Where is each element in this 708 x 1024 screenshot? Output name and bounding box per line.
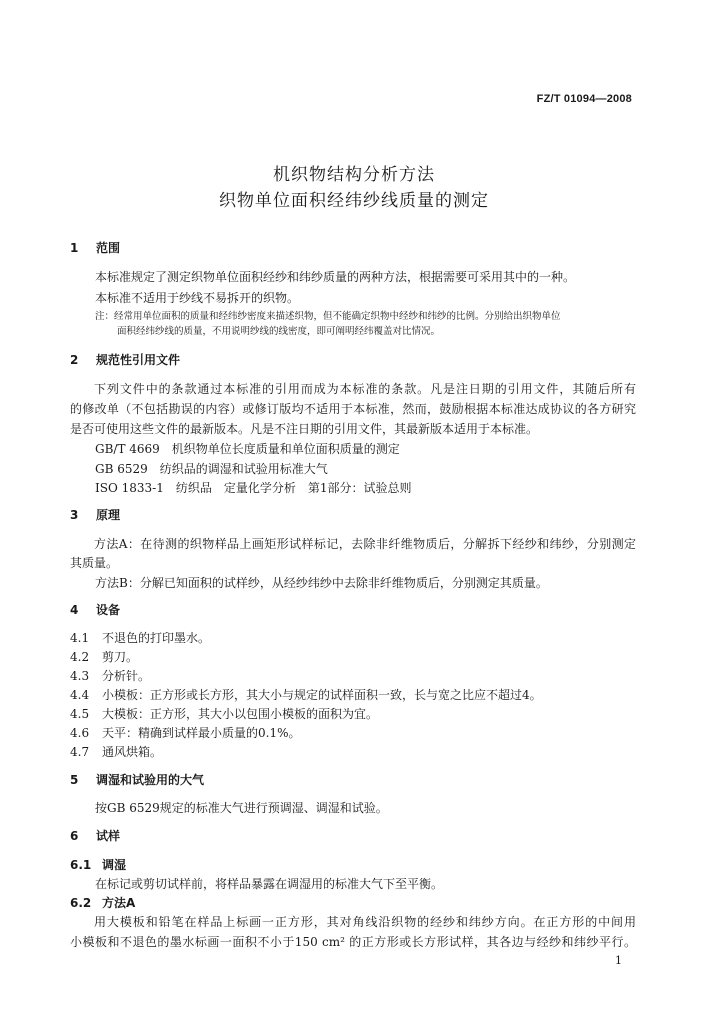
item-text: 分析针。 bbox=[102, 669, 151, 683]
subsection-number: 6.2 bbox=[70, 896, 92, 910]
list-item bbox=[70, 688, 542, 702]
note-text: 面积经纬纱线的质量，不用说明纱线的线密度，即可阐明经纬覆盖对比情况。 bbox=[117, 326, 441, 337]
section-title: 调湿和试验用的大气 bbox=[96, 773, 205, 787]
section-number: 5 bbox=[70, 773, 79, 787]
list-item bbox=[70, 745, 162, 759]
item-number: 4.7 bbox=[70, 745, 90, 759]
section-title: 范围 bbox=[96, 241, 121, 255]
item-number: 4.3 bbox=[70, 669, 90, 683]
item-number: 4.2 bbox=[70, 650, 90, 664]
item-text: 不退色的打印墨水。 bbox=[102, 631, 211, 645]
subsection-number: 6.1 bbox=[70, 858, 92, 872]
section-title: 试样 bbox=[96, 829, 121, 843]
item-text: 小模板：正方形或长方形，其大小与规定的试样面积一致，长与宽之比应不超过4。 bbox=[102, 688, 542, 702]
subsection-6-1-heading bbox=[70, 858, 126, 872]
section-number: 6 bbox=[70, 829, 79, 843]
standard-number: FZ/T 01094—2008 bbox=[536, 93, 632, 105]
section-number: 2 bbox=[70, 353, 79, 367]
paragraph: 是否可使用这些文件的最新版本。凡是不注日期的引用文件，其最新版本适用于本标准。 bbox=[70, 422, 539, 436]
section-number: 1 bbox=[70, 241, 79, 255]
section-1-heading bbox=[70, 241, 120, 255]
paragraph: 其质量。 bbox=[70, 556, 119, 570]
note-text: 注：经常用单位面积的质量和经纬纱密度来描述织物，但不能确定织物中经纱和纬纱的比例。分别给出织物单位 bbox=[95, 311, 561, 322]
document-title-line1: 机织物结构分析方法 bbox=[273, 165, 435, 185]
item-number: 4.6 bbox=[70, 726, 90, 740]
reference-item: ISO 1833-1 纺织品 定量化学分析 第1部分：试验总则 bbox=[95, 481, 412, 495]
paragraph: 方法B：分解已知面积的试样纱，从经纱纬纱中去除非纤维物质后，分别测定其质量。 bbox=[95, 576, 548, 590]
list-item bbox=[70, 669, 150, 683]
paragraph: 小模板和不退色的墨水标画一面积不小于150 cm² 的正方形或长方形试样，其各边与经纱和纬纱平行。 bbox=[70, 935, 636, 949]
item-text: 天平：精确到试样最小质量的0.1%。 bbox=[102, 726, 301, 740]
list-item bbox=[70, 650, 138, 664]
item-number: 4.1 bbox=[70, 631, 90, 645]
list-item bbox=[70, 707, 378, 721]
reference-item: GB/T 4669 机织物单位长度质量和单位面积质量的测定 bbox=[95, 442, 400, 456]
item-text: 通风烘箱。 bbox=[102, 745, 163, 759]
section-number: 3 bbox=[70, 508, 79, 522]
page-number: 1 bbox=[615, 954, 622, 967]
section-number: 4 bbox=[70, 603, 79, 617]
paragraph: 方法A：在待测的织物样品上画矩形试样标记，去除非纤维物质后，分解拆下经纱和纬纱，分别测定 bbox=[94, 537, 636, 551]
subsection-title: 方法A bbox=[102, 896, 136, 910]
section-4-heading bbox=[70, 603, 120, 617]
list-item bbox=[70, 631, 210, 645]
paragraph: 本标准规定了测定织物单位面积经纱和纬纱质量的两种方法，根据需要可采用其中的一种。 bbox=[95, 270, 576, 284]
section-2-heading bbox=[70, 353, 180, 367]
section-title: 设备 bbox=[96, 603, 121, 617]
subsection-title: 调湿 bbox=[102, 858, 127, 872]
section-3-heading bbox=[70, 508, 120, 522]
section-6-heading bbox=[70, 829, 120, 843]
item-number: 4.5 bbox=[70, 707, 90, 721]
list-item bbox=[70, 726, 301, 740]
paragraph: 用大模板和铅笔在样品上标画一正方形，其对角线沿织物的经纱和纬纱方向。在正方形的中间用 bbox=[94, 915, 636, 929]
paragraph: 的修改单（不包括勘误的内容）或修订版均不适用于本标准，然而，鼓励根据本标准达成协议的各方研究 bbox=[70, 402, 636, 416]
reference-item: GB 6529 纺织品的调湿和试验用标准大气 bbox=[95, 462, 328, 476]
item-text: 大模板：正方形，其大小以包围小模板的面积为宜。 bbox=[102, 707, 379, 721]
section-title: 规范性引用文件 bbox=[96, 353, 181, 367]
paragraph: 按GB 6529规定的标准大气进行预调湿、调湿和试验。 bbox=[95, 801, 388, 815]
paragraph: 下列文件中的条款通过本标准的引用而成为本标准的条款。凡是注日期的引用文件，其随后所有 bbox=[94, 382, 636, 396]
item-text: 剪刀。 bbox=[102, 650, 139, 664]
item-number: 4.4 bbox=[70, 688, 90, 702]
paragraph: 在标记或剪切试样前，将样品暴露在调湿用的标准大气下至平衡。 bbox=[95, 877, 444, 891]
paragraph: 本标准不适用于纱线不易拆开的织物。 bbox=[95, 291, 300, 305]
section-5-heading bbox=[70, 773, 204, 787]
section-title: 原理 bbox=[96, 508, 121, 522]
subsection-6-2-heading bbox=[70, 896, 135, 910]
document-title-line2: 织物单位面积经纬纱线质量的测定 bbox=[219, 191, 489, 211]
